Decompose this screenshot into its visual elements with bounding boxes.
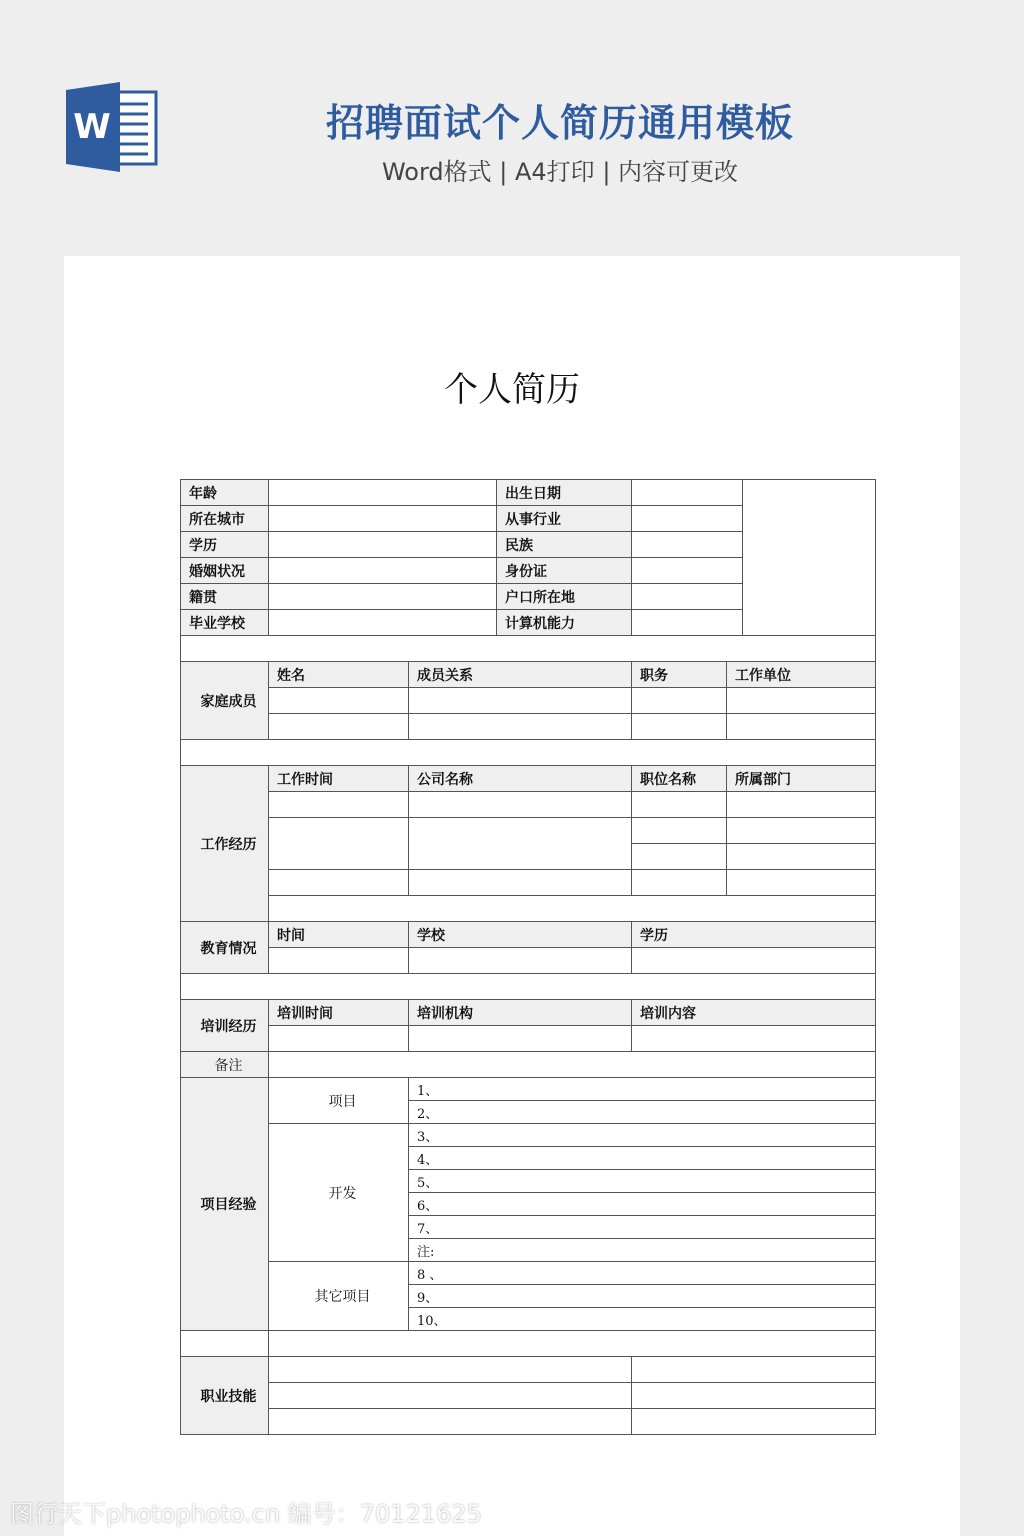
table-cell[interactable] [269,688,409,714]
table-cell[interactable] [632,1357,876,1383]
field-value[interactable] [269,584,497,610]
page-subtitle: Word格式 | A4打印 | 内容可更改 [381,158,739,186]
column-header: 工作时间 [269,766,409,792]
field-value[interactable] [269,506,497,532]
field-value[interactable] [632,558,743,584]
resume-title: 个人简历 [444,370,580,410]
spacer-row [181,740,876,766]
field-value[interactable] [632,584,743,610]
field-value[interactable] [632,532,743,558]
project-line-value[interactable]: 6、 [409,1193,876,1216]
watermark: 图行天下photophoto.cn 编号：70121625 [10,1500,482,1528]
field-label: 年龄 [181,480,269,506]
project-line [181,1262,876,1285]
table-cell[interactable] [409,870,632,896]
table-cell[interactable] [409,714,632,740]
word-icon-letter: W [73,107,111,147]
section-label-work: 工作经历 [181,766,269,922]
table-cell[interactable] [632,844,727,870]
table-cell[interactable] [632,948,876,974]
table-cell[interactable] [269,792,409,818]
spacer-cell [181,974,876,1000]
table-cell[interactable] [409,948,632,974]
column-header: 职务 [632,662,727,688]
table-cell[interactable] [409,688,632,714]
table-cell[interactable] [409,818,632,870]
column-header: 职位名称 [632,766,727,792]
table-cell[interactable] [269,948,409,974]
field-value[interactable] [269,480,497,506]
training-row [181,1026,876,1052]
table-cell[interactable] [409,1026,632,1052]
project-line [181,1078,876,1101]
table-cell[interactable] [409,792,632,818]
table-cell[interactable] [727,870,876,896]
project-group-label: 开发 [269,1124,409,1262]
field-label: 毕业学校 [181,610,269,636]
project-line-value[interactable]: 注: [409,1239,876,1262]
table-cell[interactable] [632,792,727,818]
table-cell[interactable] [727,688,876,714]
section-label-family: 家庭成员 [181,662,269,740]
project-line-value[interactable]: 1、 [409,1078,876,1101]
table-cell[interactable] [727,792,876,818]
spacer-row [181,896,876,922]
column-header: 学校 [409,922,632,948]
project-line-value[interactable]: 2、 [409,1101,876,1124]
project-group-label: 项目 [269,1078,409,1124]
word-icon [64,80,158,174]
resume-table [180,479,876,1435]
family-row [181,714,876,740]
project-line-value[interactable]: 9、 [409,1285,876,1308]
column-header: 培训机构 [409,1000,632,1026]
family-header-row [181,662,876,688]
table-cell[interactable] [269,870,409,896]
spacer-cell [269,896,876,922]
column-header: 培训内容 [632,1000,876,1026]
education-header-row [181,922,876,948]
spacer-row [181,636,876,662]
project-line-value[interactable]: 10、 [409,1308,876,1331]
spacer-cell [181,1331,269,1357]
page-title: 招聘面试个人简历通用模板 [325,101,794,145]
field-value[interactable] [632,480,743,506]
column-header: 培训时间 [269,1000,409,1026]
spacer-row [181,1331,876,1357]
table-cell[interactable] [632,870,727,896]
basic-row [181,480,876,506]
column-header: 姓名 [269,662,409,688]
skills-row [181,1357,876,1383]
field-value[interactable] [269,532,497,558]
work-row [181,818,876,844]
field-label: 学历 [181,532,269,558]
spacer-cell [269,1331,876,1357]
remark-value[interactable] [269,1052,876,1078]
table-cell[interactable] [727,818,876,844]
table-cell[interactable] [727,714,876,740]
education-row [181,948,876,974]
table-cell[interactable] [269,1383,632,1409]
project-line-value[interactable]: 5、 [409,1170,876,1193]
table-cell[interactable] [269,714,409,740]
table-cell[interactable] [269,818,409,870]
work-row [181,792,876,818]
column-header: 学历 [632,922,876,948]
column-header: 公司名称 [409,766,632,792]
field-value[interactable] [632,506,743,532]
field-label: 婚姻状况 [181,558,269,584]
field-label: 所在城市 [181,506,269,532]
field-label: 出生日期 [497,480,632,506]
field-label: 计算机能力 [497,610,632,636]
field-label: 从事行业 [497,506,632,532]
work-header-row [181,766,876,792]
section-label-training: 培训经历 [181,1000,269,1052]
column-header: 时间 [269,922,409,948]
field-value[interactable] [269,558,497,584]
project-line-value[interactable]: 7、 [409,1216,876,1239]
column-header: 工作单位 [727,662,876,688]
table-cell[interactable] [269,1357,632,1383]
field-label: 民族 [497,532,632,558]
column-header: 所属部门 [727,766,876,792]
spacer-row [181,974,876,1000]
project-line-value[interactable]: 3、 [409,1124,876,1147]
table-cell[interactable] [632,1409,876,1435]
field-label: 身份证 [497,558,632,584]
spacer-cell [181,740,876,766]
table-cell[interactable] [632,1026,876,1052]
section-label-projects: 项目经验 [181,1078,269,1331]
column-header: 成员关系 [409,662,632,688]
remark-row [181,1052,876,1078]
skills-row [181,1409,876,1435]
work-row [181,870,876,896]
table-cell[interactable] [632,688,727,714]
section-label-skills: 职业技能 [181,1357,269,1435]
family-row [181,688,876,714]
field-value[interactable] [632,610,743,636]
field-label: 籍贯 [181,584,269,610]
section-label-remark: 备注 [181,1052,269,1078]
project-group-label: 其它项目 [269,1262,409,1331]
field-value[interactable] [269,610,497,636]
table-cell[interactable] [632,1383,876,1409]
spacer-cell [181,636,876,662]
table-cell[interactable] [269,1409,632,1435]
section-label-education: 教育情况 [181,922,269,974]
project-line-value[interactable]: 4、 [409,1147,876,1170]
project-line-value[interactable]: 8 、 [409,1262,876,1285]
table-cell[interactable] [727,844,876,870]
page-header [0,0,1024,256]
field-label: 户口所在地 [497,584,632,610]
table-cell[interactable] [632,818,727,844]
training-header-row [181,1000,876,1026]
photo-area[interactable] [743,480,876,636]
table-cell[interactable] [632,714,727,740]
table-cell[interactable] [269,1026,409,1052]
skills-row [181,1383,876,1409]
project-line [181,1124,876,1147]
